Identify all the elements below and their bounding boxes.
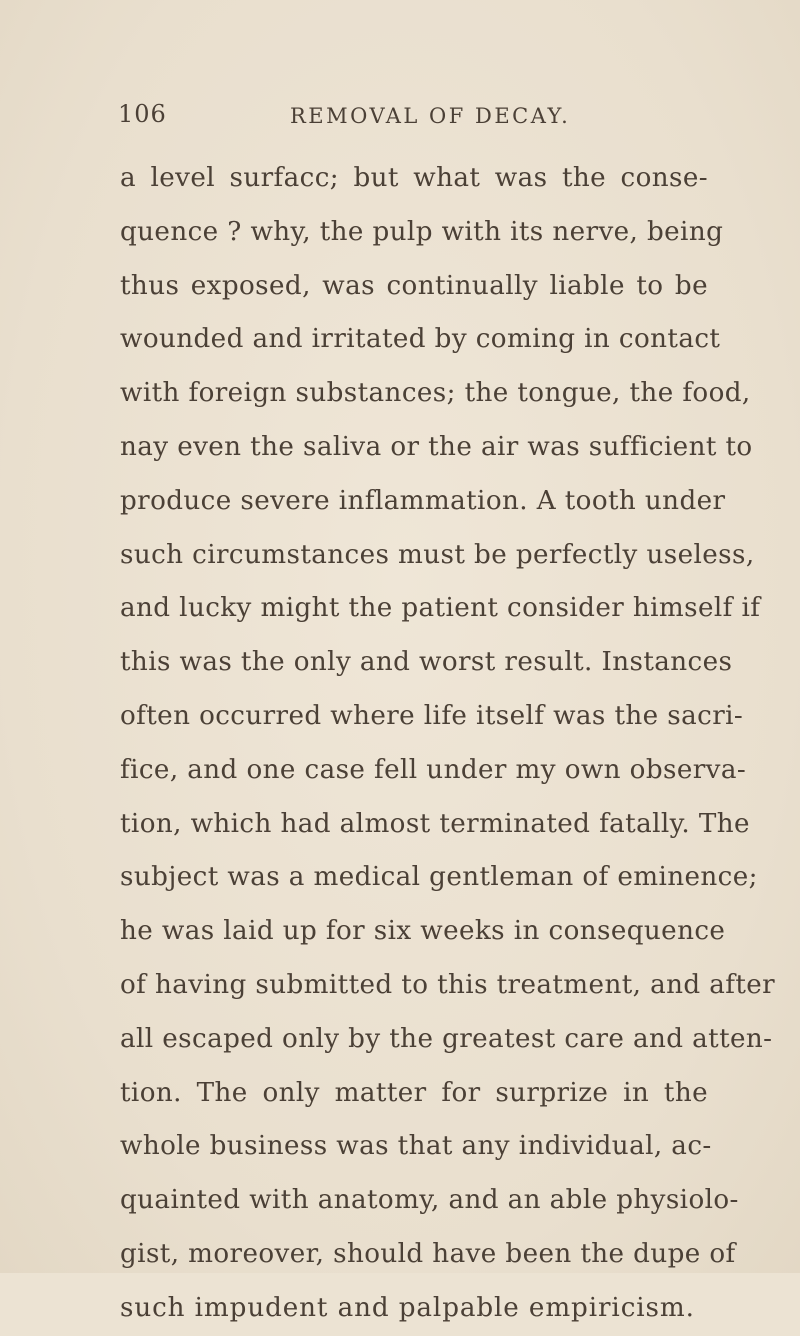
text-line: this was the only and worst result. Instances [120,647,733,678]
text-line: fice, and one case fell under my own observa- [120,754,747,785]
text-line: tion, which had almost terminated fatally. The [120,808,750,839]
text-line: subject was a medical gentleman of eminence; [120,862,758,893]
text-line: quainted with anatomy, and an able physiolo- [120,1185,739,1216]
page-header [118,100,718,140]
text-line: quence ? why, the pulp with its nerve, being [120,216,724,247]
text-line: whole business was that any individual, ac- [120,1131,712,1162]
page-number: 106 [118,100,167,128]
text-line: a level surfacc; but what was the conse- [120,163,708,193]
text-line: and lucky might the patient consider himself if [120,593,761,624]
text-line: such circumstances must be perfectly useless, [120,539,755,570]
text-line: produce severe inflammation. A tooth under [120,485,726,516]
text-line: he was laid up for six weeks in consequence [120,916,726,947]
text-line: often occurred where life itself was the sacri- [120,700,744,731]
text-line: nay even the saliva or the air was sufficient to [120,431,753,462]
text-line: tion. The only matter for surprize in the [120,1077,708,1108]
text-line-last: such impudent and palpable empiricism. [120,1292,695,1323]
text-line: with foreign substances; the tongue, the food, [120,378,751,409]
running-head: REMOVAL OF DECAY. [290,104,571,128]
text-line: thus exposed, was continually liable to be [120,270,708,301]
text-line: all escaped only by the greatest care and atten- [120,1023,773,1054]
text-line: wounded and irritated by coming in contact [120,324,721,355]
body-text [120,152,776,1336]
text-line: gist, moreover, should have been the dupe of [120,1238,736,1269]
text-line: of having submitted to this treatment, and after [120,969,776,1000]
